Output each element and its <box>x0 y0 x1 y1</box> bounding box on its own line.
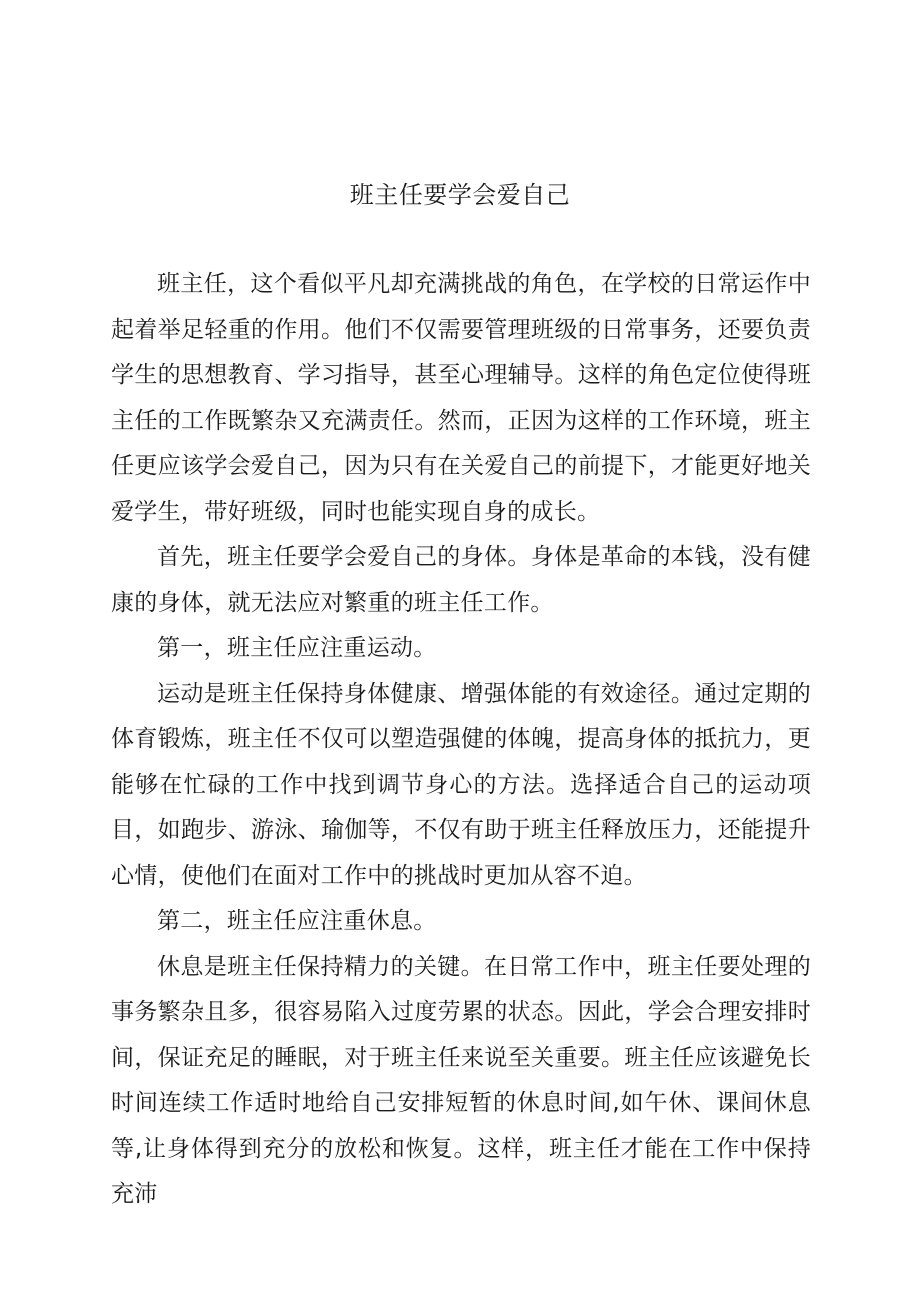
paragraph-body-health: 首先，班主任要学会爱自己的身体。身体是革命的本钱，没有健康的身体，就无法应对繁重的班主任工作。 <box>111 544 811 616</box>
paragraph-point-two: 第二，班主任应注重休息。 <box>157 908 437 934</box>
document-body <box>111 262 811 1218</box>
paragraph-point-one: 第一，班主任应注重运动。 <box>157 635 437 661</box>
paragraph-intro: 班主任，这个看似平凡却充满挑战的角色，在学校的日常运作中起着举足轻重的作用。他们不仅需要管理班级的日常事务，还要负责学生的思想教育、学习指导，甚至心理辅导。这样的角色定位使得班主任的工作既繁杂又充满责任。然而，正因为这样的工作环境，班主任更应该学会爱自己，因为只有在关爱自己的前提下，才能更好地关爱学生，带好班级，同时也能实现自身的成长。 <box>111 271 811 525</box>
paragraph-exercise: 运动是班主任保持身体健康、增强体能的有效途径。通过定期的体育锻炼，班主任不仅可以塑造强健的体魄，提高身体的抵抗力，更能够在忙碌的工作中找到调节身心的方法。选择适合自己的运动项目，如跑步、游泳、瑜伽等，不仅有助于班主任释放压力，还能提升心情，使他们在面对工作中的挑战时更加从容不迫。 <box>111 680 811 889</box>
paragraph-rest: 休息是班主任保持精力的关键。在日常工作中，班主任要处理的事务繁杂且多，很容易陷入过度劳累的状态。因此，学会合理安排时间，保证充足的睡眠，对于班主任来说至关重要。班主任应该避免长时间连续工作适时地给自己安排短暂的休息时间,如午休、课间休息等,让身体得到充分的放松和恢复。这样，班主任才能在工作中保持充沛 <box>111 953 811 1207</box>
document-title: 班主任要学会爱自己 <box>349 181 571 209</box>
